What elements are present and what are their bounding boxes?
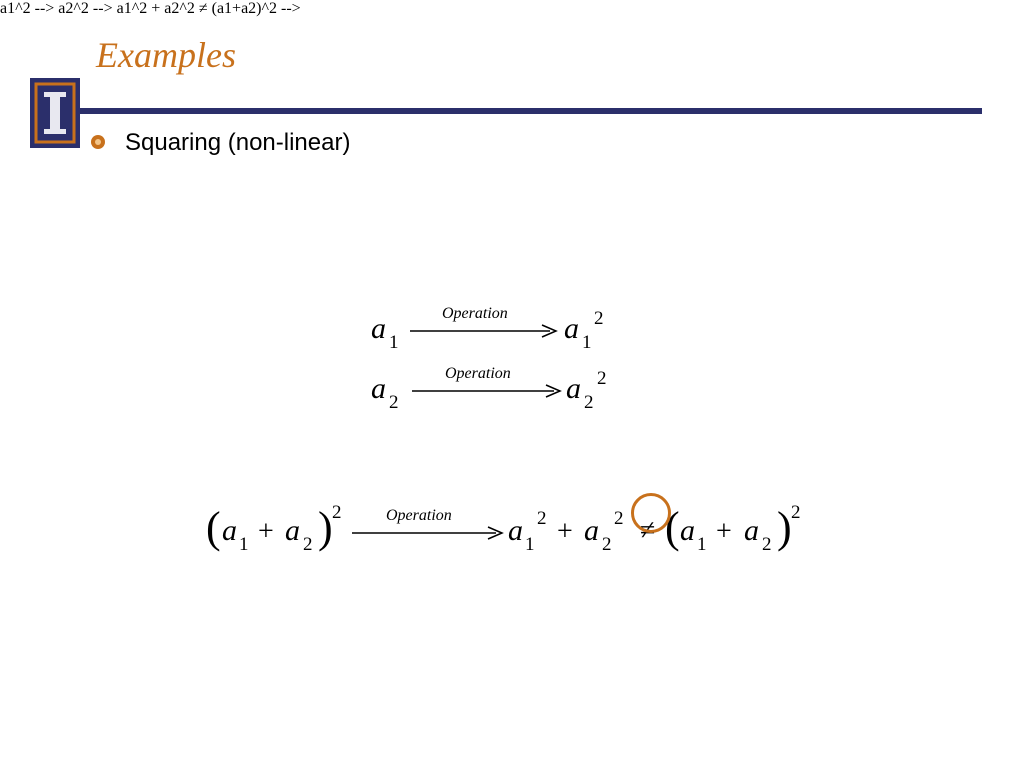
var-a: a (508, 514, 523, 547)
superscript: 2 (537, 508, 547, 529)
subscript: 1 (582, 332, 592, 353)
university-logo-icon (30, 78, 80, 148)
close-paren: ) (318, 503, 333, 552)
var-a: a (680, 514, 695, 547)
superscript: 2 (614, 508, 624, 529)
plus-sign: + (258, 516, 274, 547)
subscript: 1 (389, 332, 399, 353)
superscript: 2 (791, 502, 801, 523)
arrow-icon (410, 324, 560, 338)
highlight-circle (631, 493, 671, 533)
subscript: 2 (762, 534, 772, 555)
var-a: a (744, 514, 759, 547)
superscript: 2 (332, 502, 342, 523)
superscript: 2 (594, 308, 604, 329)
var-a: a (371, 372, 386, 405)
slide-title: Examples (96, 35, 236, 75)
arrow-icon (412, 384, 562, 398)
not-equal-sign: ≠ (640, 515, 656, 546)
plus-sign: + (716, 516, 732, 547)
bullet-icon (90, 134, 106, 150)
open-paren: ( (206, 503, 221, 552)
var-a: a (222, 514, 237, 547)
open-paren: ( (665, 503, 680, 552)
superscript: 2 (597, 368, 607, 389)
arrow-icon (352, 526, 504, 540)
operation-label: Operation (445, 365, 511, 382)
var-a: a (584, 514, 599, 547)
var-a: a (371, 312, 386, 345)
title-divider (80, 108, 982, 114)
operation-label: Operation (442, 305, 508, 322)
subscript: 1 (697, 534, 707, 555)
var-a: a (566, 372, 581, 405)
subscript: 2 (303, 534, 313, 555)
subscript: 2 (389, 392, 399, 413)
bullet-text: Squaring (non-linear) (125, 129, 351, 156)
plus-sign: + (557, 516, 573, 547)
var-a: a (285, 514, 300, 547)
subscript: 2 (602, 534, 612, 555)
subscript: 2 (584, 392, 594, 413)
operation-label: Operation (386, 507, 452, 524)
subscript: 1 (525, 534, 535, 555)
var-a: a (564, 312, 579, 345)
close-paren: ) (777, 503, 792, 552)
subscript: 1 (239, 534, 249, 555)
